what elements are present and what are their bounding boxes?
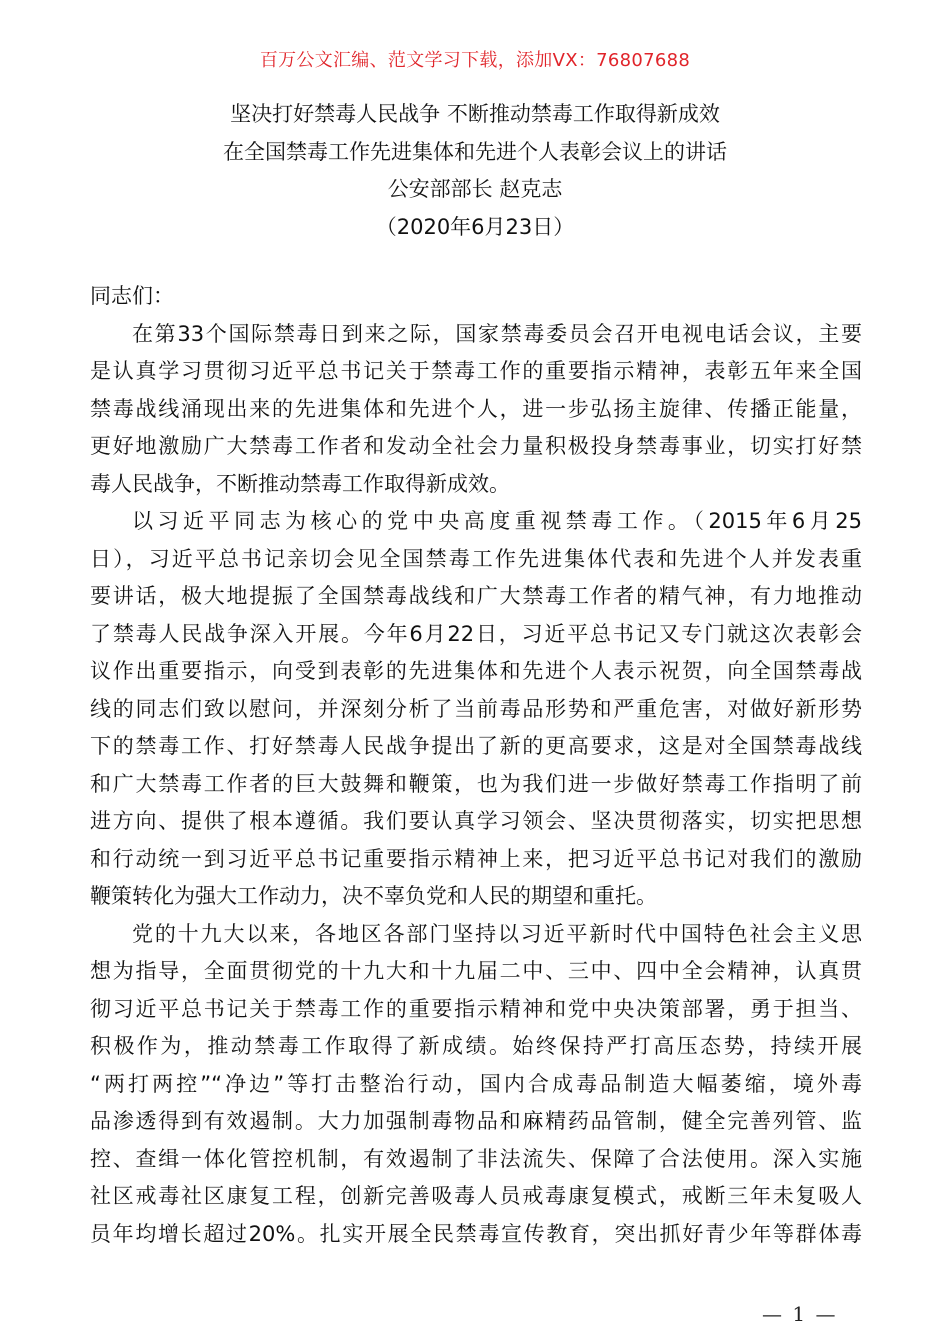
text-line: “两打两控”“净边”等打击整治行动，国内合成毒品制造大幅萎缩，境外毒	[90, 1071, 862, 1096]
speech-date: （2020年6月23日）	[375, 214, 575, 239]
text-line: 日），习近平总书记亲切会见全国禁毒工作先进集体代表和先进个人并发表重	[90, 546, 862, 571]
text-line: 了禁毒人民战争深入开展。今年6月22日，习近平总书记又专门就这次表彰会	[90, 621, 862, 646]
text-line: 以习近平同志为核心的党中央高度重视禁毒工作。（2015年6月25	[132, 509, 862, 533]
text-line: 党的十九大以来，各地区各部门坚持以习近平新时代中国特色社会主义思	[132, 921, 862, 946]
text-line: 线的同志们致以慰问，并深刻分析了当前毒品形势和严重危害，对做好新形势	[90, 696, 862, 721]
text-line: 积极作为，推动禁毒工作取得了新成绩。始终保持严打高压态势，持续开展	[90, 1034, 862, 1058]
document-body	[90, 278, 862, 1253]
page-number: — 1 —	[762, 1302, 838, 1326]
text-line: 进方向、提供了根本遵循。我们要认真学习领会、坚决贯彻落实，切实把思想	[90, 809, 862, 833]
text-line: 彻习近平总书记关于禁毒工作的重要指示精神和党中央决策部署，勇于担当、	[90, 996, 862, 1021]
text-line: 员年均增长超过20%。扎实开展全民禁毒宣传教育，突出抓好青少年等群体毒	[90, 1221, 862, 1246]
document-title-block	[0, 96, 950, 246]
text-line: 要讲话，极大地提振了全国禁毒战线和广大禁毒工作者的精气神，有力地推动	[90, 584, 862, 608]
text-line: 议作出重要指示，向受到表彰的先进集体和先进个人表示祝贺，向全国禁毒战	[90, 659, 862, 683]
document-subtitle: 在全国禁毒工作先进集体和先进个人表彰会议上的讲话	[223, 139, 727, 164]
text-line: 毒人民战争，不断推动禁毒工作取得新成效。	[90, 471, 510, 496]
text-line: 是认真学习贯彻习近平总书记关于禁毒工作的重要指示精神，表彰五年来全国	[90, 359, 862, 383]
paragraph-3	[90, 916, 862, 1254]
speaker-line: 公安部部长 赵克志	[387, 177, 563, 201]
text-line: 控、查缉一体化管控机制，有效遏制了非法流失、保障了合法使用。深入实施	[90, 1146, 862, 1171]
text-line: 和广大禁毒工作者的巨大鼓舞和鞭策，也为我们进一步做好禁毒工作指明了前	[90, 771, 862, 796]
text-line: 鞭策转化为强大工作动力，决不辜负党和人民的期望和重托。	[90, 884, 657, 908]
paragraph-1	[90, 316, 862, 504]
watermark-banner: 百万公文汇编、范文学习下载，添加VX：76807688	[259, 50, 691, 71]
text-line: 更好地激励广大禁毒工作者和发动全社会力量积极投身禁毒事业，切实打好禁	[90, 434, 862, 458]
salutation: 同志们：	[90, 284, 174, 308]
paragraph-2	[90, 503, 862, 916]
document-title: 坚决打好禁毒人民战争 不断推动禁毒工作取得新成效	[230, 102, 720, 126]
text-line: 和行动统一到习近平总书记重要指示精神上来，把习近平总书记对我们的激励	[90, 846, 862, 871]
text-line: 品渗透得到有效遏制。大力加强制毒物品和麻精药品管制，健全完善列管、监	[90, 1109, 862, 1133]
text-line: 下的禁毒工作、打好禁毒人民战争提出了新的更高要求，这是对全国禁毒战线	[90, 734, 862, 758]
text-line: 想为指导，全面贯彻党的十九大和十九届二中、三中、四中全会精神，认真贯	[90, 959, 862, 983]
text-line: 社区戒毒社区康复工程，创新完善吸毒人员戒毒康复模式，戒断三年未复吸人	[90, 1184, 862, 1208]
text-line: 禁毒战线涌现出来的先进集体和先进个人，进一步弘扬主旋律、传播正能量，	[90, 396, 862, 421]
text-line: 在第33个国际禁毒日到来之际，国家禁毒委员会召开电视电话会议，主要	[132, 321, 862, 346]
